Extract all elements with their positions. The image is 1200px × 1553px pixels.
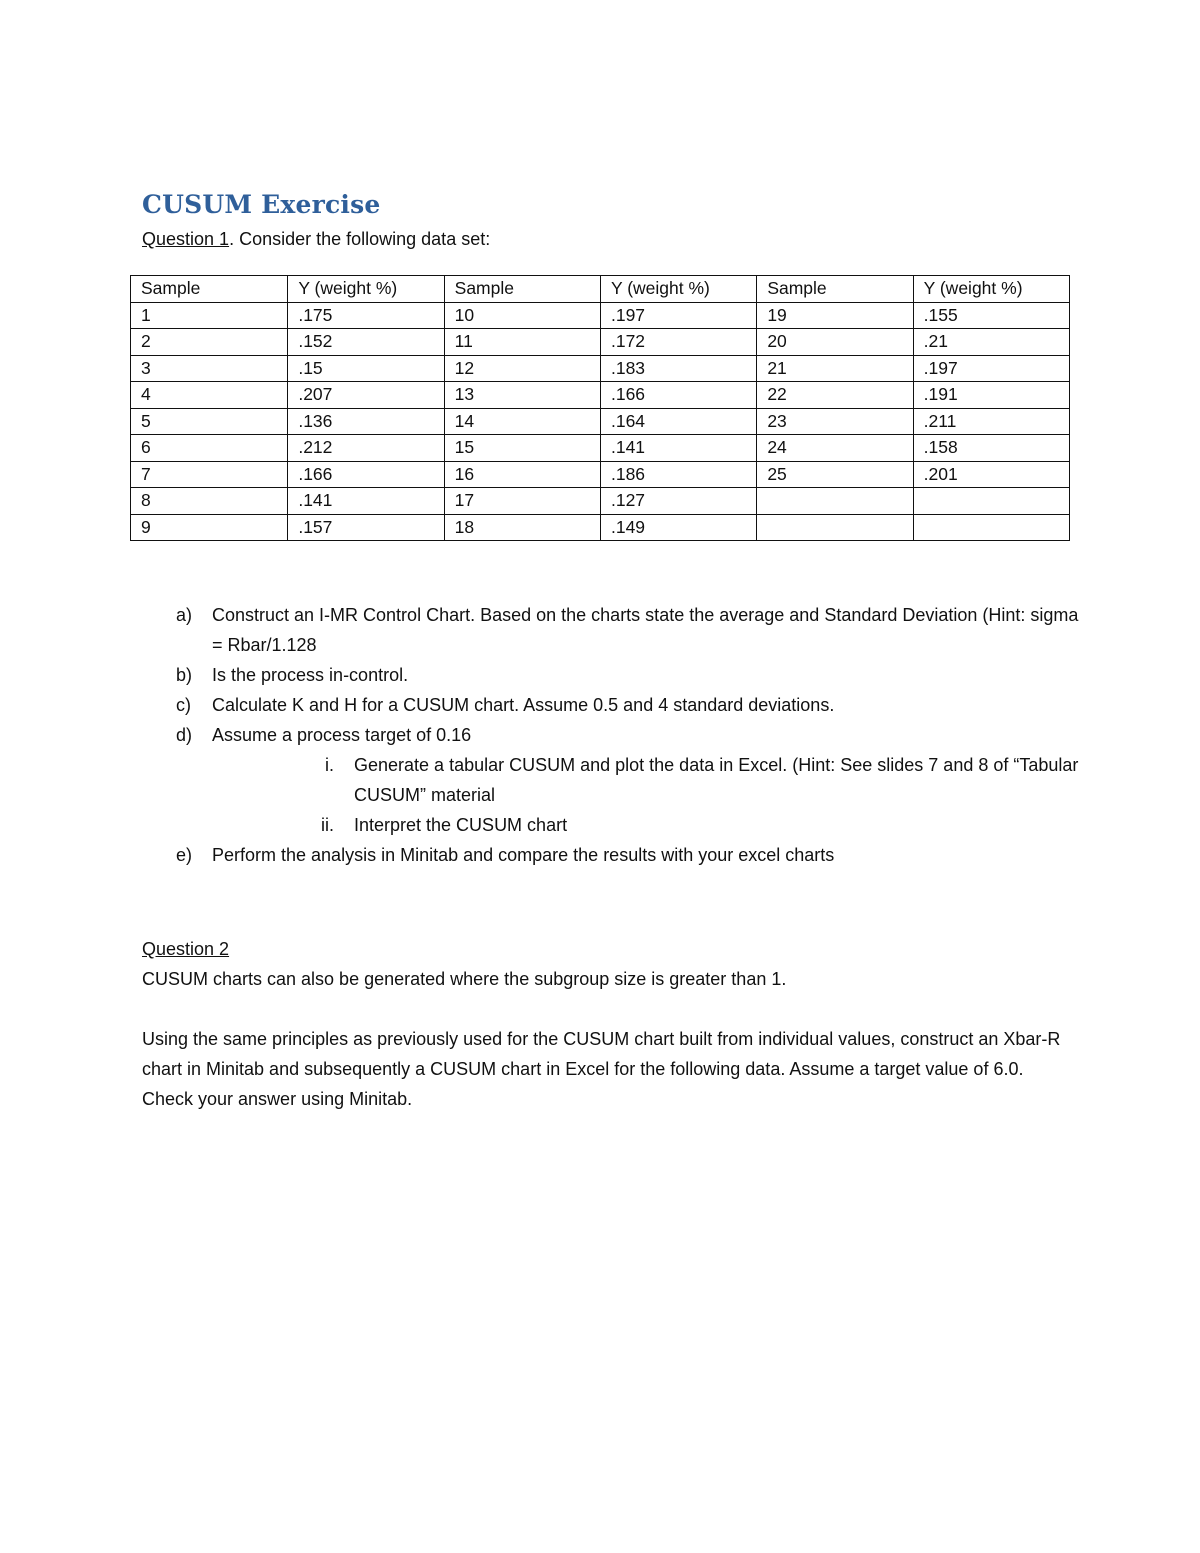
table-cell: 1 xyxy=(131,302,288,329)
question2-paragraph: Using the same principles as previously used for the CUSUM chart built from individual values, construct an Xbar-R chart in Minitab and subsequently a CUSUM chart in Excel for the following data. Assume a target value of 6.0. xyxy=(142,1029,1061,1079)
list-item-text: Generate a tabular CUSUM and plot the data in Excel. (Hint: See slides 7 and 8 of “Tabular CUSUM” material xyxy=(354,755,1079,805)
table-cell: 15 xyxy=(444,435,600,462)
table-cell xyxy=(913,488,1069,515)
question2-label: Question 2 xyxy=(142,939,230,959)
table-cell: 21 xyxy=(757,355,913,382)
list-item xyxy=(142,720,1082,750)
table-cell: .191 xyxy=(913,382,1069,409)
list-marker: a) xyxy=(176,605,193,625)
table-header-cell: Sample xyxy=(131,276,288,303)
table-cell: .158 xyxy=(913,435,1069,462)
table-cell: 4 xyxy=(131,382,288,409)
table-cell: 9 xyxy=(131,514,288,541)
table-cell: .141 xyxy=(600,435,756,462)
list-marker: e) xyxy=(176,845,193,865)
table-cell: .186 xyxy=(600,461,756,488)
list-subitem xyxy=(142,750,1082,810)
table-cell: 5 xyxy=(131,408,288,435)
table-cell: 12 xyxy=(444,355,600,382)
list-item-text: Is the process in-control. xyxy=(212,665,409,685)
table-cell: .149 xyxy=(600,514,756,541)
list-marker: i. xyxy=(325,755,334,775)
list-item xyxy=(142,840,1082,870)
table-cell: 24 xyxy=(757,435,913,462)
table-cell: 10 xyxy=(444,302,600,329)
list-item-text: Perform the analysis in Minitab and compare the results with your excel charts xyxy=(212,845,835,865)
list-item-text: Interpret the CUSUM chart xyxy=(354,815,568,835)
table-cell: .166 xyxy=(288,461,444,488)
question1-label: Question 1 xyxy=(142,229,230,249)
table-cell: 6 xyxy=(131,435,288,462)
table-cell: 23 xyxy=(757,408,913,435)
list-subitem xyxy=(142,810,1082,840)
table-cell: 18 xyxy=(444,514,600,541)
table-row xyxy=(131,382,1070,409)
list-item-text: Assume a process target of 0.16 xyxy=(212,725,472,745)
table-cell: 16 xyxy=(444,461,600,488)
table-cell: .197 xyxy=(913,355,1069,382)
table-row xyxy=(131,435,1070,462)
table-cell: 17 xyxy=(444,488,600,515)
table-header-cell: Y (weight %) xyxy=(913,276,1069,303)
document-title: CUSUM Exercise xyxy=(142,190,381,219)
table-cell: .127 xyxy=(600,488,756,515)
table-header-cell: Sample xyxy=(757,276,913,303)
table-cell xyxy=(913,514,1069,541)
question1-intro-text: . Consider the following data set: xyxy=(229,229,491,249)
list-marker: b) xyxy=(176,665,193,685)
table-cell: .175 xyxy=(288,302,444,329)
table-row xyxy=(131,302,1070,329)
table-cell: 20 xyxy=(757,329,913,356)
table-cell: .152 xyxy=(288,329,444,356)
table-cell: .157 xyxy=(288,514,444,541)
table-cell: .183 xyxy=(600,355,756,382)
table-cell: .136 xyxy=(288,408,444,435)
table-header-cell: Sample xyxy=(444,276,600,303)
list-marker: d) xyxy=(176,725,193,745)
list-item xyxy=(142,660,1082,690)
question1-items xyxy=(142,600,1082,870)
table-cell: 22 xyxy=(757,382,913,409)
table-row xyxy=(131,408,1070,435)
table-header-cell: Y (weight %) xyxy=(600,276,756,303)
table-cell: 25 xyxy=(757,461,913,488)
paragraph-gap xyxy=(142,994,1062,1024)
table-row xyxy=(131,461,1070,488)
table-cell: 13 xyxy=(444,382,600,409)
table-cell: .211 xyxy=(913,408,1069,435)
list-item-text: Calculate K and H for a CUSUM chart. Assume 0.5 and 4 standard deviations. xyxy=(212,695,835,715)
data-table xyxy=(130,275,1070,541)
table-cell: .155 xyxy=(913,302,1069,329)
question2-section xyxy=(142,934,1062,1114)
question2-check: Check your answer using Minitab. xyxy=(142,1089,413,1109)
table-cell: .141 xyxy=(288,488,444,515)
table-cell xyxy=(757,488,913,515)
list-item xyxy=(142,600,1082,660)
table-cell: 14 xyxy=(444,408,600,435)
table-row xyxy=(131,329,1070,356)
question2-line1: CUSUM charts can also be generated where the subgroup size is greater than 1. xyxy=(142,969,787,989)
table-header-row xyxy=(131,276,1070,303)
table-row xyxy=(131,514,1070,541)
table-cell: 3 xyxy=(131,355,288,382)
question1-intro xyxy=(142,229,490,250)
list-marker: c) xyxy=(176,695,191,715)
table-cell xyxy=(757,514,913,541)
table-cell: 8 xyxy=(131,488,288,515)
list-marker: ii. xyxy=(321,815,334,835)
table-cell: .197 xyxy=(600,302,756,329)
table-row xyxy=(131,355,1070,382)
table-cell: .201 xyxy=(913,461,1069,488)
table-cell: 19 xyxy=(757,302,913,329)
table-cell: 2 xyxy=(131,329,288,356)
table-cell: .172 xyxy=(600,329,756,356)
table-cell: 7 xyxy=(131,461,288,488)
table-cell: .212 xyxy=(288,435,444,462)
table-cell: .166 xyxy=(600,382,756,409)
table-cell: 11 xyxy=(444,329,600,356)
list-item-text: Construct an I-MR Control Chart. Based on the charts state the average and Standard Deviation (Hint: sigma = Rbar/1.128 xyxy=(212,605,1079,655)
table-row xyxy=(131,488,1070,515)
list-item xyxy=(142,690,1082,720)
table-cell: .21 xyxy=(913,329,1069,356)
table-cell: .15 xyxy=(288,355,444,382)
table-cell: .164 xyxy=(600,408,756,435)
table-header-cell: Y (weight %) xyxy=(288,276,444,303)
table-cell: .207 xyxy=(288,382,444,409)
